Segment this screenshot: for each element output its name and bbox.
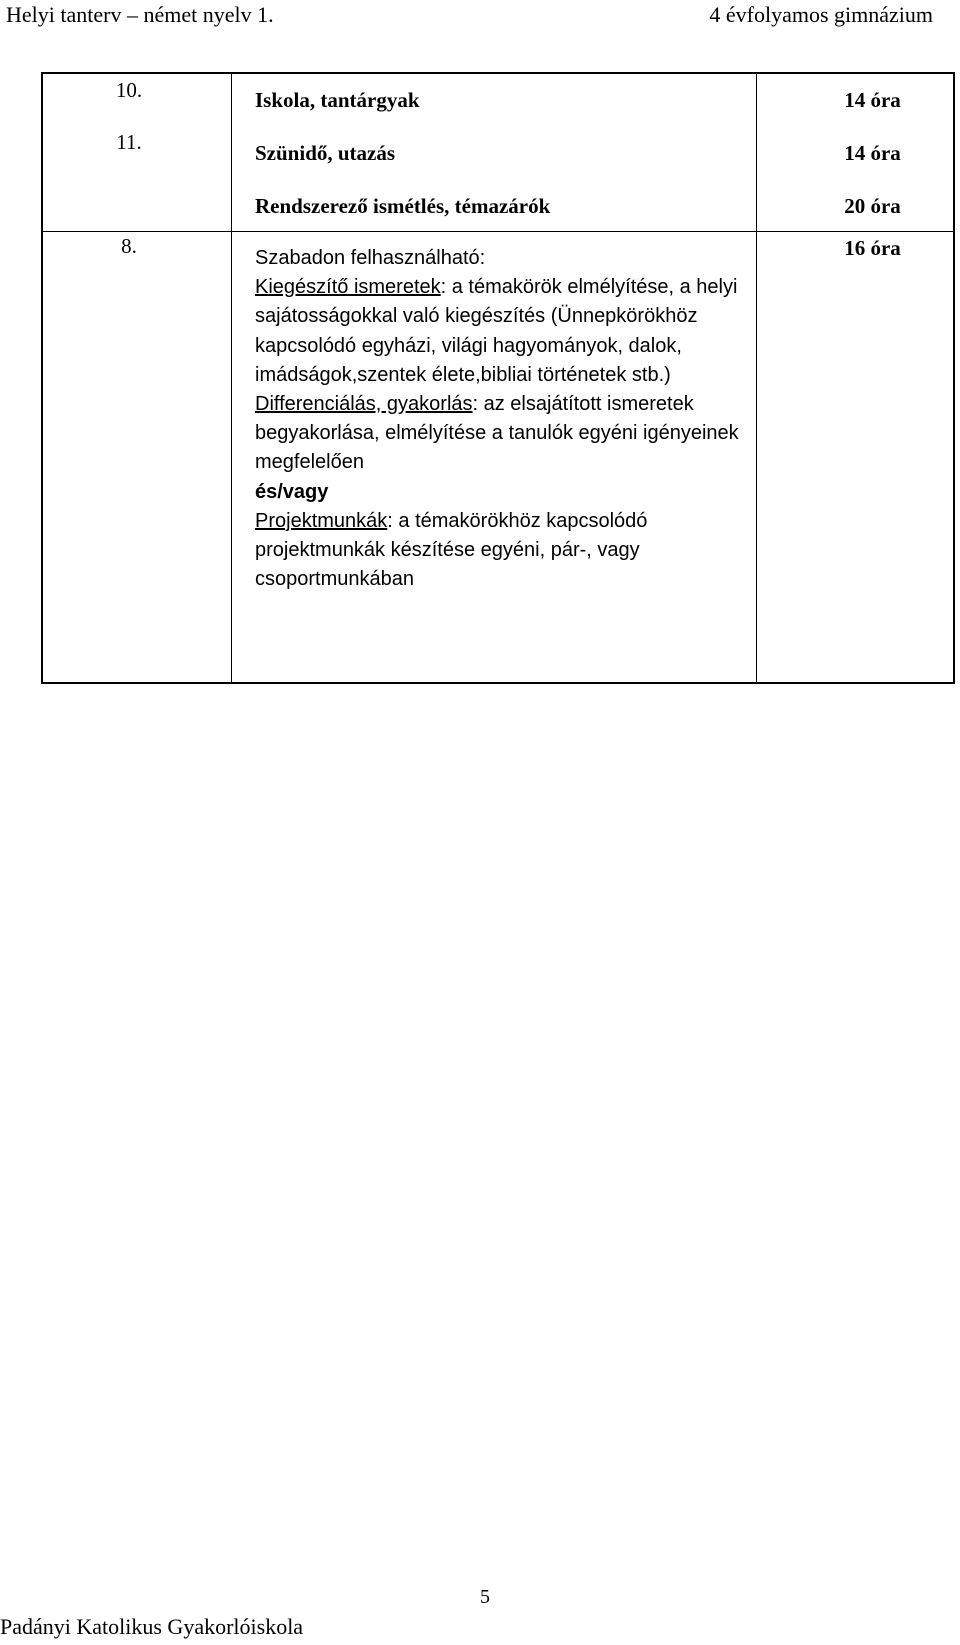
row-number: 10. (115, 78, 143, 102)
supplementary-label: Kiegészítő ismeretek (255, 276, 441, 299)
row-hours: 14 óra (844, 141, 901, 165)
project-text: : a témakörökhöz kapcsolódó projektmunkák készítése egyéni, pár-, vagy csoportmunkában (255, 509, 648, 591)
row-divider (43, 231, 953, 232)
row-topic: Iskola, tantárgyak (255, 88, 420, 112)
page-header (0, 0, 933, 30)
row-number: 8. (121, 234, 137, 258)
differentiation-paragraph (255, 390, 775, 478)
curriculum-table (41, 72, 955, 684)
page-footer: Padányi Katolikus Gyakorlóiskola (0, 1614, 304, 1639)
page-number: 5 (480, 1586, 490, 1608)
differentiation-text: : az elsajátított ismeretek begyakorlása, elmélyítése a tanulók egyéni igényeinek megfelelően (255, 393, 739, 474)
header-document-title: Helyi tanterv – német nyelv 1. (6, 2, 274, 27)
row-topic: Rendszerező ismétlés, témazárók (255, 194, 551, 218)
row-number: 11. (116, 130, 142, 154)
project-label: Projektmunkák (255, 509, 388, 532)
row-hours: 20 óra (844, 194, 901, 218)
supplementary-paragraph (255, 273, 775, 390)
row-hours: 16 óra (844, 236, 901, 260)
column-divider (231, 74, 232, 682)
supplementary-text: : a témakörök elmélyítése, a helyi sajátosságokkal való kiegészítés (Ünnepkörökhöz kapcsolódó egyházi, világi hagyományok, dalok, imádságok,szentek élete,bibliai történetek stb.) (255, 276, 738, 386)
header-school-type: 4 évfolyamos gimnázium (709, 2, 933, 27)
connector-text: és/vagy (255, 480, 329, 503)
row-hours: 14 óra (844, 88, 901, 112)
row-topic: Szünidő, utazás (255, 141, 396, 165)
differentiation-label: Differenciálás, gyakorlás (255, 393, 473, 416)
project-paragraph (255, 507, 775, 595)
free-use-heading: Szabadon felhasználható: (255, 247, 486, 269)
free-use-description (255, 244, 775, 594)
